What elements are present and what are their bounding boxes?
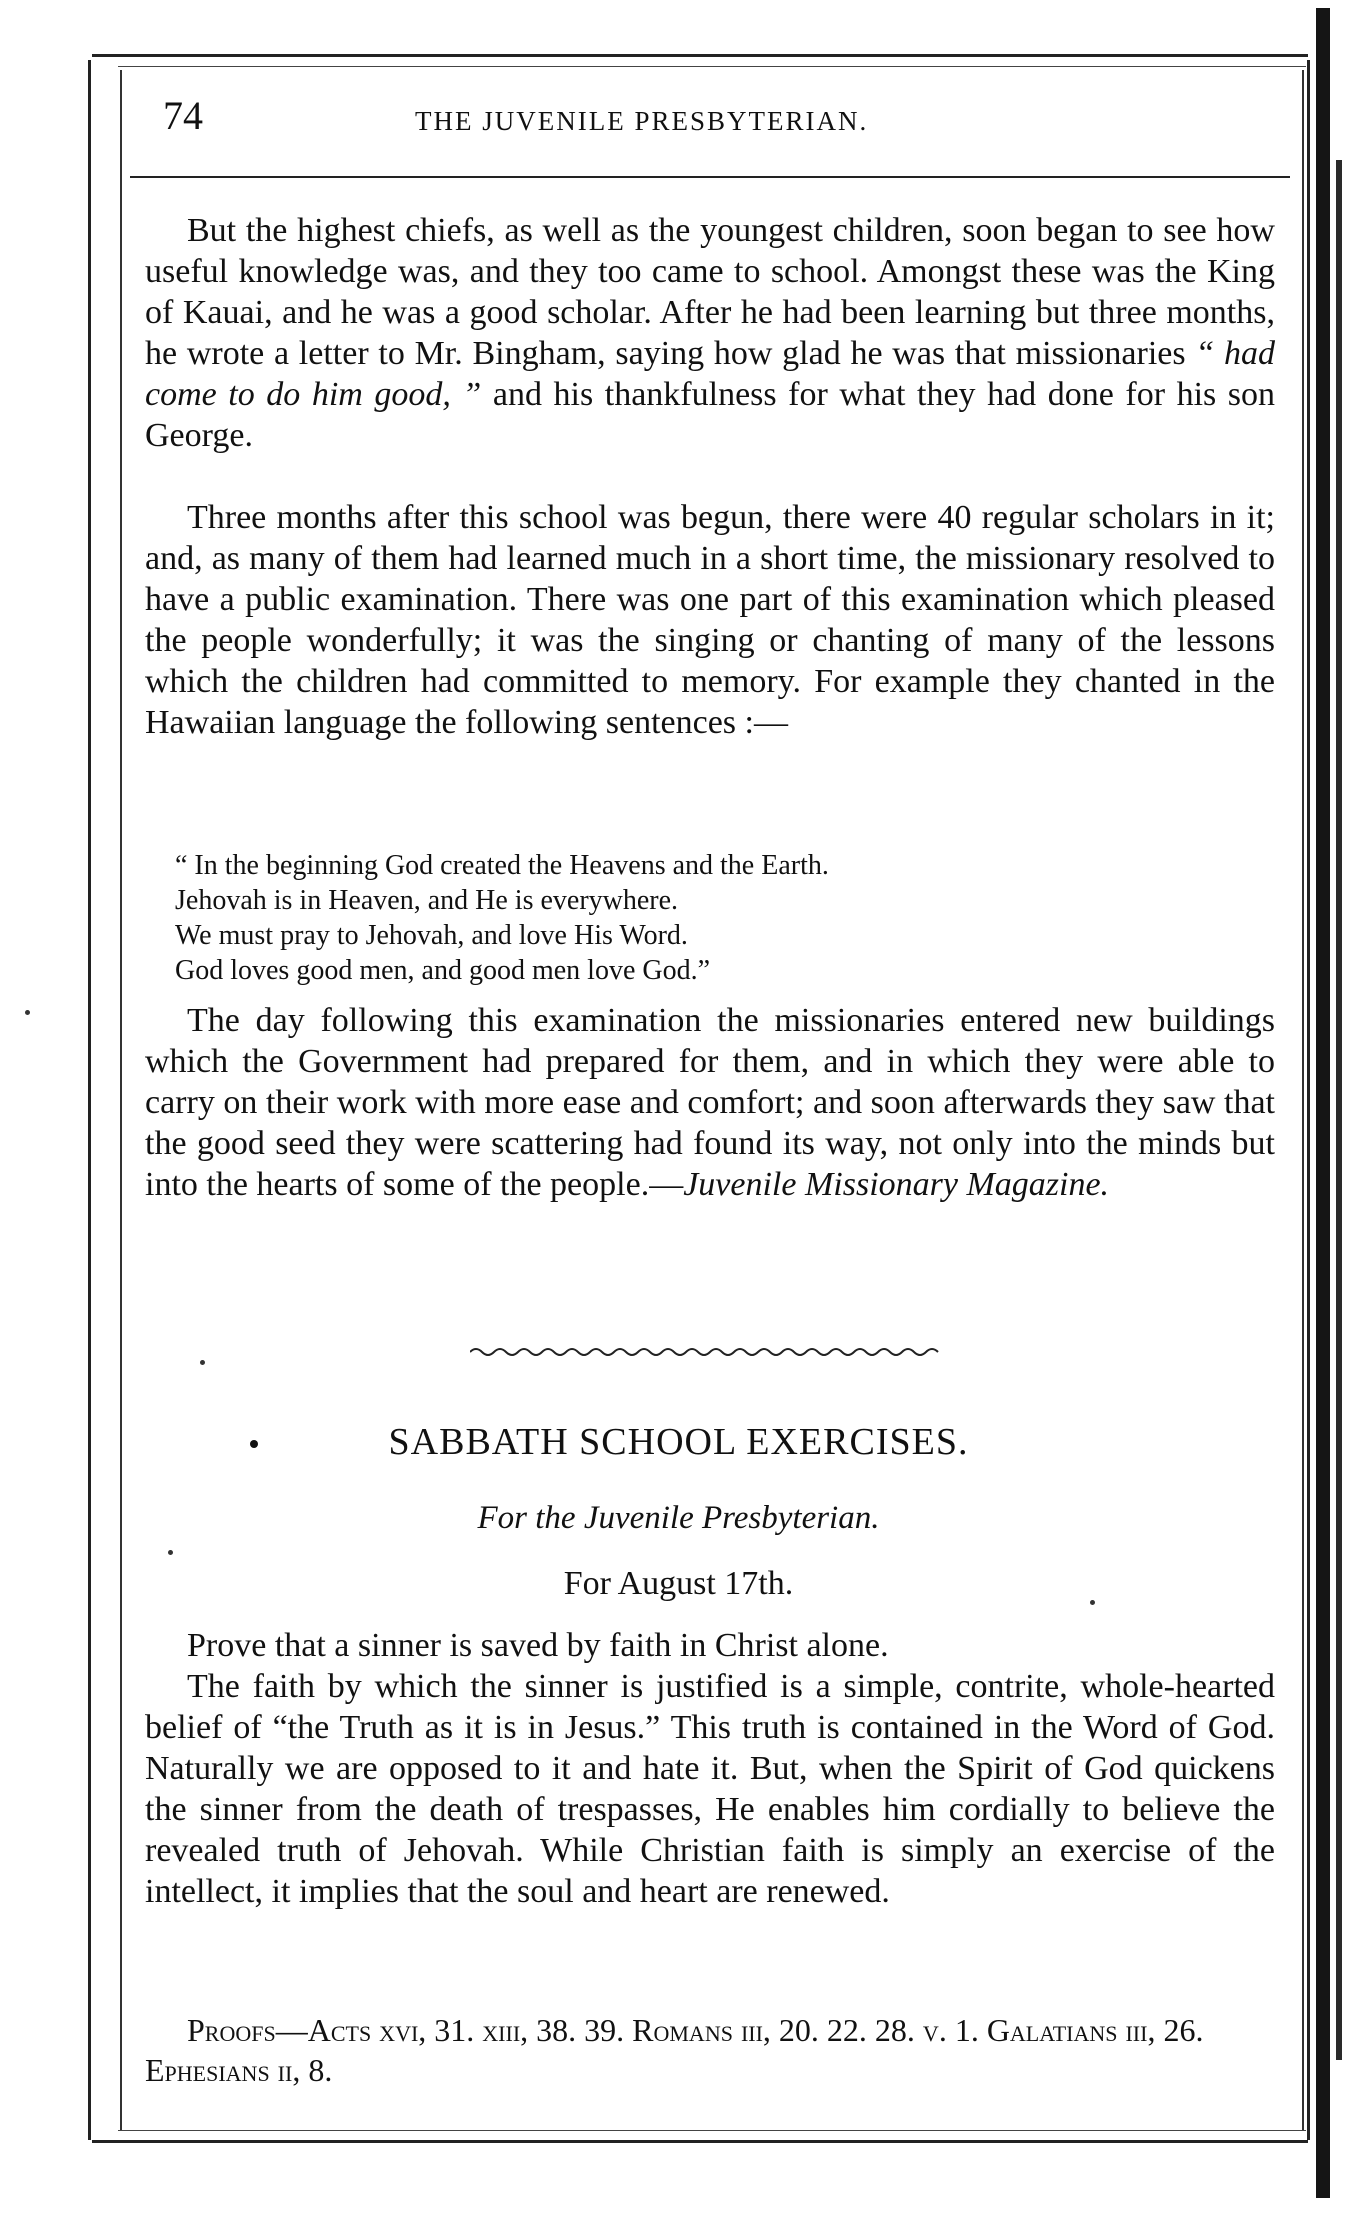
article-paragraph-3 — [145, 1000, 1275, 1205]
page-number: 74 — [163, 93, 203, 138]
lesson-date: For August 17th. — [563, 1565, 794, 1602]
lesson-question — [145, 1625, 1275, 1666]
binding-edge-shadow — [1336, 160, 1342, 2060]
section-subtitle: For the Juvenile Presbyterian. — [477, 1500, 880, 1536]
paragraph-text-end: and his thankfulness for what they had done for his son George. — [145, 376, 1276, 454]
lesson-answer — [145, 1666, 1275, 1912]
binding-edge — [1316, 8, 1330, 2198]
article-paragraph-2 — [145, 497, 1275, 743]
proofs-label: Proofs — [187, 2012, 276, 2048]
answer-text: The faith by which the sinner is justified is a simple, contrite, whole-hearted belief of “the Truth as it is in Jesus.” This truth is contained in the Word of God. Naturally we are opposed to it and hate it. But, when the Spirit of God quickens the sinner from the death of trespasses, He enables him cordially to believe the revealed truth of Jehovah. While Christian faith is simply an exercise of the intellect, it implies that the soul and heart are renewed. — [145, 1668, 1275, 1910]
bottom-inner-rule — [118, 2130, 1306, 2131]
quote-line: We must pray to Jehovah, and love His Word. — [175, 920, 688, 951]
wavy-divider — [470, 1342, 940, 1362]
print-speck — [1090, 1600, 1095, 1605]
proofs-references: —Acts xvi, 31. xiii, 38. 39. Romans iii, 20. 22. 28. v. 1. Galatians iii, 26. Ephesians ii, 8. — [145, 2012, 1204, 2088]
quote-line: “ In the beginning God created the Heavens and the Earth. — [175, 850, 829, 881]
paragraph-text: But the highest chiefs, as well as the youngest children, soon began to see how useful knowledge was, and they too came to school. Amongst these was the King of Kauai, and he was a good scholar. After he had been learning but three months, he wrote a letter to Mr. Bingham, saying how glad he was that missionaries — [145, 212, 1275, 372]
running-title: THE JUVENILE PRESBYTERIAN. — [415, 106, 869, 136]
proofs-line — [145, 2010, 1275, 2090]
top-border-rule — [92, 54, 1308, 57]
article-paragraph-1 — [145, 210, 1275, 456]
quote-line: Jehovah is in Heaven, and He is everywhere. — [175, 885, 679, 916]
print-speck — [25, 1010, 30, 1015]
header-rule — [130, 176, 1290, 178]
print-speck — [168, 1550, 173, 1555]
bottom-border-rule — [92, 2140, 1308, 2143]
page-header — [155, 92, 1285, 152]
question-text: Prove that a sinner is saved by faith in Christ alone. — [187, 1627, 889, 1664]
inline-quote: “ had come to do him good, ” — [145, 335, 1276, 413]
chant-quotation — [175, 848, 1235, 988]
section-title: SABBATH SCHOOL EXERCISES. — [388, 1421, 969, 1463]
print-speck — [200, 1360, 205, 1365]
paragraph-text: The day following this examination the missionaries entered new buildings which the Government had prepared for them, and in which they were able to carry on their work with more ease and comfort; and soon afterwards they saw that the good seed they were scattering had found its way, not only into the minds but into the hearts of some of the people.— — [145, 1002, 1275, 1203]
source-citation: Juvenile Missionary Magazine. — [683, 1166, 1110, 1203]
quote-line: God loves good men, and good men love God.” — [175, 955, 711, 986]
paragraph-text: Three months after this school was begun, there were 40 regular scholars in it; and, as many of them had learned much in a short time, the missionary resolved to have a public examination. There was one part of this examination which pleased the people wonderfully; it was the singing or chanting of many of the lessons which the children had committed to memory. For example they chanted in the Hawaiian language the following sentences :— — [145, 499, 1275, 741]
